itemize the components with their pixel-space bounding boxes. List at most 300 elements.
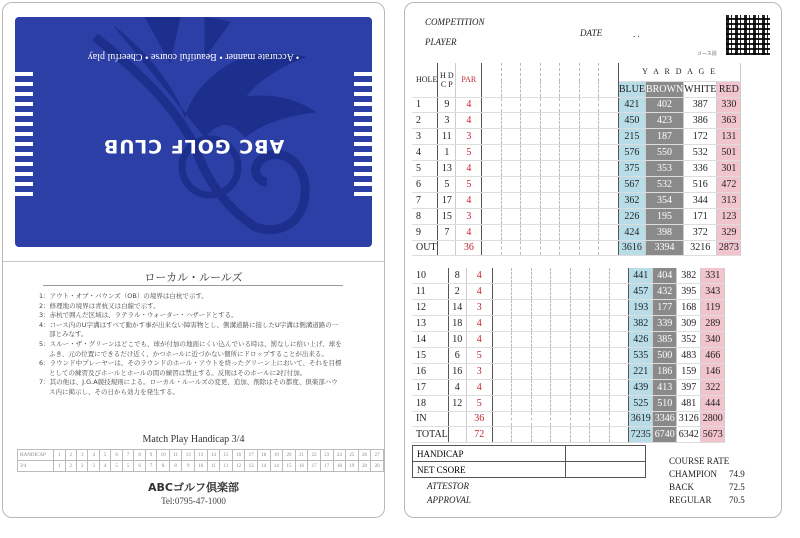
score-entry-cell[interactable]: [501, 161, 521, 177]
hole-par: 4: [466, 284, 492, 300]
white-tee-yardage: 352: [677, 332, 701, 348]
red-tee-yardage: 466: [701, 347, 725, 363]
score-entry-cell[interactable]: [492, 395, 512, 411]
brown-tee-yardage: 432: [653, 284, 677, 300]
handicap-value: 23: [320, 450, 333, 461]
brown-tee-yardage: 532: [645, 176, 683, 192]
score-entry-cell[interactable]: [512, 395, 532, 411]
competition-label: COMPETITION: [425, 17, 485, 27]
score-entry-cell[interactable]: [521, 161, 541, 177]
score-entry-cell[interactable]: [590, 395, 610, 411]
score-entry-cell[interactable]: [482, 192, 502, 208]
score-entry-cell[interactable]: [492, 363, 512, 379]
brown-tee-yardage: 354: [645, 192, 683, 208]
score-entry-cell[interactable]: [512, 411, 532, 427]
hole-number: IN: [412, 411, 448, 427]
hole-par: 4: [466, 332, 492, 348]
rules-title-underline: [43, 285, 343, 286]
hole-number: 4: [412, 145, 438, 161]
score-entry-cell[interactable]: [570, 332, 590, 348]
score-entry-cell[interactable]: [512, 268, 532, 284]
score-entry-cell[interactable]: [599, 161, 619, 177]
score-entry-cell[interactable]: [560, 208, 580, 224]
score-entry-cell[interactable]: [551, 395, 571, 411]
score-entry-cell[interactable]: [599, 192, 619, 208]
score-entry-cell[interactable]: [540, 129, 560, 145]
brown-tee-yardage: 3346: [653, 411, 677, 427]
score-entry-cell[interactable]: [531, 395, 551, 411]
three-quarter-value: 18: [333, 461, 346, 472]
handicap-value: 22: [308, 450, 321, 461]
score-entry-cell[interactable]: [540, 113, 560, 129]
score-entry-cell[interactable]: [540, 161, 560, 177]
score-entry-cell[interactable]: [609, 363, 629, 379]
score-entry-cell[interactable]: [482, 224, 502, 240]
red-tee-yardage: 119: [701, 300, 725, 316]
score-entry-cell[interactable]: [551, 316, 571, 332]
hole-par: 72: [466, 427, 492, 443]
handicap-value: 13: [194, 450, 207, 461]
score-entry-cell[interactable]: [551, 427, 571, 443]
hole-row: [412, 145, 741, 161]
date-label: DATE: [580, 28, 603, 38]
white-tee-yardage: 172: [684, 129, 717, 145]
score-entry-cell[interactable]: [501, 240, 521, 256]
score-entry-cell[interactable]: [570, 363, 590, 379]
handicap-value: 21: [295, 450, 308, 461]
score-entry-cell[interactable]: [579, 208, 599, 224]
score-entry-cell[interactable]: [540, 192, 560, 208]
score-entry-cell[interactable]: [512, 427, 532, 443]
red-tee-yardage: 501: [717, 145, 741, 161]
score-entry-cell[interactable]: [609, 316, 629, 332]
handicap-value: 12: [182, 450, 195, 461]
hole-row: [412, 379, 725, 395]
local-rules-title: ローカル・ルールズ: [144, 271, 243, 284]
score-entry-cell[interactable]: [579, 145, 599, 161]
rule-item: 1：アウト・オブ・バウンズ（OB）の境界は白杭で示す。: [39, 292, 208, 300]
white-tee-yardage: 395: [677, 284, 701, 300]
hole-handicap: 14: [448, 300, 466, 316]
hole-row: [412, 395, 725, 411]
score-entry-cell[interactable]: [482, 240, 502, 256]
score-entry-cell[interactable]: [590, 268, 610, 284]
score-header-row: [412, 63, 741, 81]
score-entry-cell[interactable]: [590, 300, 610, 316]
score-entry-cell[interactable]: [609, 427, 629, 443]
score-entry-cell[interactable]: [599, 176, 619, 192]
score-entry-cell[interactable]: [560, 176, 580, 192]
score-entry-cell[interactable]: [501, 208, 521, 224]
brown-tee-yardage: 550: [645, 145, 683, 161]
score-entry-cell[interactable]: [590, 411, 610, 427]
score-entry-cell[interactable]: [579, 192, 599, 208]
three-quarter-value: 7: [145, 461, 156, 472]
score-entry-cell[interactable]: [540, 97, 560, 113]
score-entry-cell[interactable]: [579, 224, 599, 240]
score-entry-cell[interactable]: [551, 332, 571, 348]
score-entry-cell[interactable]: [560, 129, 580, 145]
score-entry-cell[interactable]: [579, 129, 599, 145]
score-entry-cell[interactable]: [579, 240, 599, 256]
brown-tee-yardage: 187: [645, 129, 683, 145]
handicap-value: 25: [346, 450, 359, 461]
score-entry-cell[interactable]: [599, 208, 619, 224]
score-entry-cell[interactable]: [482, 145, 502, 161]
score-entry-cell[interactable]: [540, 176, 560, 192]
score-entry-cell[interactable]: [570, 411, 590, 427]
red-tee-yardage: 289: [701, 316, 725, 332]
hole-row: [412, 284, 725, 300]
brown-tee-yardage: 404: [653, 268, 677, 284]
score-entry-cell[interactable]: [551, 300, 571, 316]
score-entry-cell[interactable]: [482, 161, 502, 177]
handicap-row: [18, 450, 384, 461]
score-entry-cell[interactable]: [579, 113, 599, 129]
score-entry-cell[interactable]: [521, 192, 541, 208]
rule-item: 7：其の他は、J.G.A競技規則による。ローカル・ルールズの変更、追加、削除はその都度、倶楽部ハウス内に掲示し、その日から効力を発生する。: [39, 378, 338, 396]
score-entry-cell[interactable]: [560, 240, 580, 256]
score-entry-cell[interactable]: [521, 145, 541, 161]
right-stripes: [354, 72, 372, 196]
handicap-value: 2: [65, 450, 76, 461]
course-rate-row: [669, 481, 745, 494]
score-entry-cell[interactable]: [501, 192, 521, 208]
hole-row: [412, 363, 725, 379]
score-entry-cell[interactable]: [599, 97, 619, 113]
score-entry-cell[interactable]: [609, 395, 629, 411]
score-entry-cell[interactable]: [570, 379, 590, 395]
rule-item: 3：赤杭で囲んだ区域は、ラテラル・ウォーター・ハザードとする。: [39, 311, 238, 320]
hole-number: 3: [412, 129, 438, 145]
score-entry-cell[interactable]: [492, 427, 512, 443]
hole-par: 3: [466, 363, 492, 379]
white-tee-yardage: 309: [677, 316, 701, 332]
club-name: ABC GOLF CLUB: [102, 135, 285, 157]
course-rate-name: CHAMPION: [669, 469, 718, 479]
blue-tee-yardage: 226: [618, 208, 645, 224]
red-tee-yardage: 363: [717, 113, 741, 129]
score-entry-cell[interactable]: [570, 268, 590, 284]
hole-number: 1: [412, 97, 438, 113]
three-quarter-value: 3: [88, 461, 99, 472]
score-entry-cell[interactable]: [609, 411, 629, 427]
score-entry-cell[interactable]: [521, 97, 541, 113]
brown-tee-yardage: 6740: [653, 427, 677, 443]
score-entry-cell[interactable]: [492, 411, 512, 427]
score-entry-cell[interactable]: [551, 347, 571, 363]
score-entry-cell[interactable]: [590, 379, 610, 395]
score-entry-cell[interactable]: [570, 347, 590, 363]
handicap-value: 14: [207, 450, 220, 461]
score-entry-cell[interactable]: [609, 268, 629, 284]
hole-number: 8: [412, 208, 438, 224]
handicap-value: 5: [99, 450, 110, 461]
score-entry-cell[interactable]: [560, 145, 580, 161]
score-entry-cell[interactable]: [531, 268, 551, 284]
score-entry-cell[interactable]: [512, 300, 532, 316]
course-rate-block: [669, 455, 745, 507]
score-entry-cell[interactable]: [570, 284, 590, 300]
brown-tee-yardage: 510: [653, 395, 677, 411]
handicap-value: 20: [283, 450, 296, 461]
hole-row: [412, 224, 741, 240]
hole-number: 7: [412, 192, 438, 208]
hole-par: 36: [466, 411, 492, 427]
total-row: [412, 427, 725, 443]
course-rate-value: 72.5: [729, 482, 745, 492]
three-quarter-value: 19: [346, 461, 359, 472]
handicap-value: 17: [245, 450, 258, 461]
score-entry-cell[interactable]: [551, 379, 571, 395]
hole-number: 18: [412, 395, 448, 411]
score-entry-cell[interactable]: [540, 240, 560, 256]
hole-par: 5: [456, 145, 482, 161]
score-entry-cell[interactable]: [599, 145, 619, 161]
score-entry-cell[interactable]: [590, 363, 610, 379]
score-entry-cell[interactable]: [599, 129, 619, 145]
red-tee-yardage: 444: [701, 395, 725, 411]
hole-handicap: 11: [438, 129, 456, 145]
score-entry-cell[interactable]: [482, 113, 502, 129]
hole-par: 4: [456, 113, 482, 129]
hole-handicap: [448, 427, 466, 443]
brown-tee-yardage: 385: [653, 332, 677, 348]
red-tee-yardage: 343: [701, 284, 725, 300]
handicap-value: 6: [111, 450, 122, 461]
three-quarter-value: 14: [257, 461, 270, 472]
score-entry-cell[interactable]: [501, 224, 521, 240]
handicap-value: 19: [270, 450, 283, 461]
score-entry-cell[interactable]: [599, 240, 619, 256]
score-entry-cell[interactable]: [482, 97, 502, 113]
scorecard-score-side: [404, 2, 782, 518]
qr-code-icon[interactable]: [726, 15, 770, 55]
hole-number: 16: [412, 363, 448, 379]
score-entry-cell[interactable]: [531, 347, 551, 363]
hole-number: 5: [412, 161, 438, 177]
course-rate-value: 70.5: [729, 495, 745, 505]
score-entry-cell[interactable]: [609, 284, 629, 300]
score-entry-cell[interactable]: [590, 332, 610, 348]
three-quarter-value: 14: [270, 461, 283, 472]
score-entry-cell[interactable]: [540, 224, 560, 240]
score-entry-cell[interactable]: [521, 129, 541, 145]
hole-number: 10: [412, 268, 448, 284]
local-rules-list: [39, 292, 344, 398]
score-entry-cell[interactable]: [501, 97, 521, 113]
hole-row: [412, 332, 725, 348]
score-entry-cell[interactable]: [560, 113, 580, 129]
score-entry-cell[interactable]: [512, 332, 532, 348]
score-entry-cell[interactable]: [609, 379, 629, 395]
score-entry-cell[interactable]: [560, 192, 580, 208]
blue-tee-yardage: 7235: [629, 427, 653, 443]
score-entry-cell[interactable]: [531, 411, 551, 427]
white-tee-yardage: 159: [677, 363, 701, 379]
course-rate-name: REGULAR: [669, 495, 712, 505]
white-tee-yardage: 397: [677, 379, 701, 395]
score-entry-cell[interactable]: [512, 316, 532, 332]
score-entry-cell[interactable]: [482, 176, 502, 192]
hole-row: [412, 300, 725, 316]
white-tee-yardage: 3126: [677, 411, 701, 427]
hole-par: 3: [466, 300, 492, 316]
red-tee-yardage: 322: [701, 379, 725, 395]
score-entry-cell[interactable]: [492, 332, 512, 348]
course-rate-name: BACK: [669, 482, 695, 492]
score-entry-cell[interactable]: [570, 395, 590, 411]
score-entry-cell[interactable]: [570, 316, 590, 332]
club-name-japanese: ABCゴルフ倶楽部: [148, 481, 239, 494]
three-quarter-value: 8: [157, 461, 170, 472]
score-entry-cell[interactable]: [512, 379, 532, 395]
hole-number: 12: [412, 300, 448, 316]
three-quarter-value: 2: [77, 461, 88, 472]
score-entry-cell[interactable]: [512, 284, 532, 300]
hole-number: 11: [412, 284, 448, 300]
three-quarter-value: 11: [220, 461, 233, 472]
hole-handicap: 1: [438, 145, 456, 161]
hole-par: 3: [456, 129, 482, 145]
score-entry-cell[interactable]: [521, 176, 541, 192]
hole-handicap: 8: [448, 268, 466, 284]
score-entry-cell[interactable]: [531, 284, 551, 300]
score-entry-cell[interactable]: [531, 379, 551, 395]
score-entry-cell[interactable]: [521, 224, 541, 240]
score-entry-cell[interactable]: [501, 113, 521, 129]
score-entry-cell[interactable]: [531, 332, 551, 348]
score-entry-cell[interactable]: [521, 240, 541, 256]
score-entry-cell[interactable]: [501, 176, 521, 192]
blue-tee-yardage: 535: [629, 347, 653, 363]
score-entry-cell[interactable]: [531, 316, 551, 332]
white-tee-yardage: 386: [684, 113, 717, 129]
score-entry-cell[interactable]: [531, 363, 551, 379]
handicap-value: 3: [77, 450, 88, 461]
hole-header: HOLE: [412, 63, 438, 97]
score-entry-cell[interactable]: [609, 347, 629, 363]
score-entry-cell[interactable]: [560, 97, 580, 113]
score-entry-cell[interactable]: [590, 427, 610, 443]
score-entry-cell[interactable]: [492, 379, 512, 395]
fold-line: [3, 261, 384, 262]
total-row: [412, 240, 741, 256]
score-entry-cell[interactable]: [531, 427, 551, 443]
score-entry-cell[interactable]: [609, 332, 629, 348]
score-entry-cell[interactable]: [590, 316, 610, 332]
red-tee-yardage: 301: [717, 161, 741, 177]
score-entry-cell[interactable]: [579, 161, 599, 177]
three-quarter-value: 2: [65, 461, 76, 472]
score-entry-cell[interactable]: [492, 347, 512, 363]
player-label: PLAYER: [425, 37, 457, 47]
par-header: PAR: [456, 63, 482, 97]
score-entry-cell[interactable]: [560, 224, 580, 240]
hole-handicap: 15: [438, 208, 456, 224]
blue-tee-yardage: 221: [629, 363, 653, 379]
hole-row: [412, 176, 741, 192]
score-entry-cell[interactable]: [579, 97, 599, 113]
club-cover-panel: [15, 17, 372, 247]
score-entry-cell[interactable]: [482, 129, 502, 145]
blue-tee-yardage: 567: [618, 176, 645, 192]
score-entry-cell[interactable]: [551, 411, 571, 427]
red-tee-yardage: 340: [701, 332, 725, 348]
white-tee-yardage: 336: [684, 161, 717, 177]
score-entry-cell[interactable]: [570, 427, 590, 443]
score-entry-cell[interactable]: [492, 300, 512, 316]
score-entry-cell[interactable]: [540, 145, 560, 161]
score-entry-cell[interactable]: [492, 284, 512, 300]
score-entry-cell[interactable]: [531, 300, 551, 316]
blue-tee-yardage: 362: [618, 192, 645, 208]
red-tee-yardage: 146: [701, 363, 725, 379]
score-entry-cell[interactable]: [609, 300, 629, 316]
score-entry-cell[interactable]: [560, 161, 580, 177]
score-entry-cell[interactable]: [551, 363, 571, 379]
handicap-value: 1: [54, 450, 65, 461]
score-entry-cell[interactable]: [512, 363, 532, 379]
score-entry-cell[interactable]: [512, 347, 532, 363]
hole-row: [412, 161, 741, 177]
hole-par: 5: [466, 395, 492, 411]
total-row: [412, 411, 725, 427]
score-entry-cell[interactable]: [579, 176, 599, 192]
score-entry-cell[interactable]: [599, 224, 619, 240]
handicap-value: 24: [333, 450, 346, 461]
hole-par: 4: [466, 268, 492, 284]
date-separators: . .: [633, 29, 640, 39]
back-nine-table: [412, 268, 725, 443]
three-quarter-value: 11: [207, 461, 220, 472]
club-motto: • Accurate manner • Beautiful course • Cheerful play: [87, 51, 300, 62]
score-entry-cell[interactable]: [482, 208, 502, 224]
handicap-entry[interactable]: [566, 446, 646, 462]
hole-par: 4: [466, 316, 492, 332]
three-quarter-value: 8: [169, 461, 182, 472]
score-entry-cell[interactable]: [501, 145, 521, 161]
score-entry-cell[interactable]: [501, 129, 521, 145]
score-entry-cell[interactable]: [551, 284, 571, 300]
three-quarter-value: 20: [371, 461, 384, 472]
red-tee-yardage: 5673: [701, 427, 725, 443]
score-entry-cell[interactable]: [590, 284, 610, 300]
net-score-entry[interactable]: [566, 462, 646, 478]
score-entry-cell[interactable]: [521, 208, 541, 224]
brown-tee-yardage: 339: [653, 316, 677, 332]
score-entry-cell[interactable]: [599, 113, 619, 129]
hole-handicap: 17: [438, 192, 456, 208]
match-play-handicap-table: [17, 449, 384, 472]
score-entry-cell[interactable]: [551, 268, 571, 284]
score-entry-cell[interactable]: [590, 347, 610, 363]
three-quarter-value: 10: [194, 461, 207, 472]
blue-tee-yardage: 576: [618, 145, 645, 161]
score-entry-cell[interactable]: [492, 268, 512, 284]
left-stripes: [15, 72, 33, 196]
hole-row: [412, 113, 741, 129]
score-entry-cell[interactable]: [540, 208, 560, 224]
score-entry-cell[interactable]: [521, 113, 541, 129]
handicap-value: 26: [358, 450, 371, 461]
score-entry-cell[interactable]: [492, 316, 512, 332]
score-entry-cell[interactable]: [570, 300, 590, 316]
handicap-value: 15: [220, 450, 233, 461]
three-quarter-value: 17: [320, 461, 333, 472]
blue-tee-yardage: 525: [629, 395, 653, 411]
hole-par: 5: [456, 176, 482, 192]
